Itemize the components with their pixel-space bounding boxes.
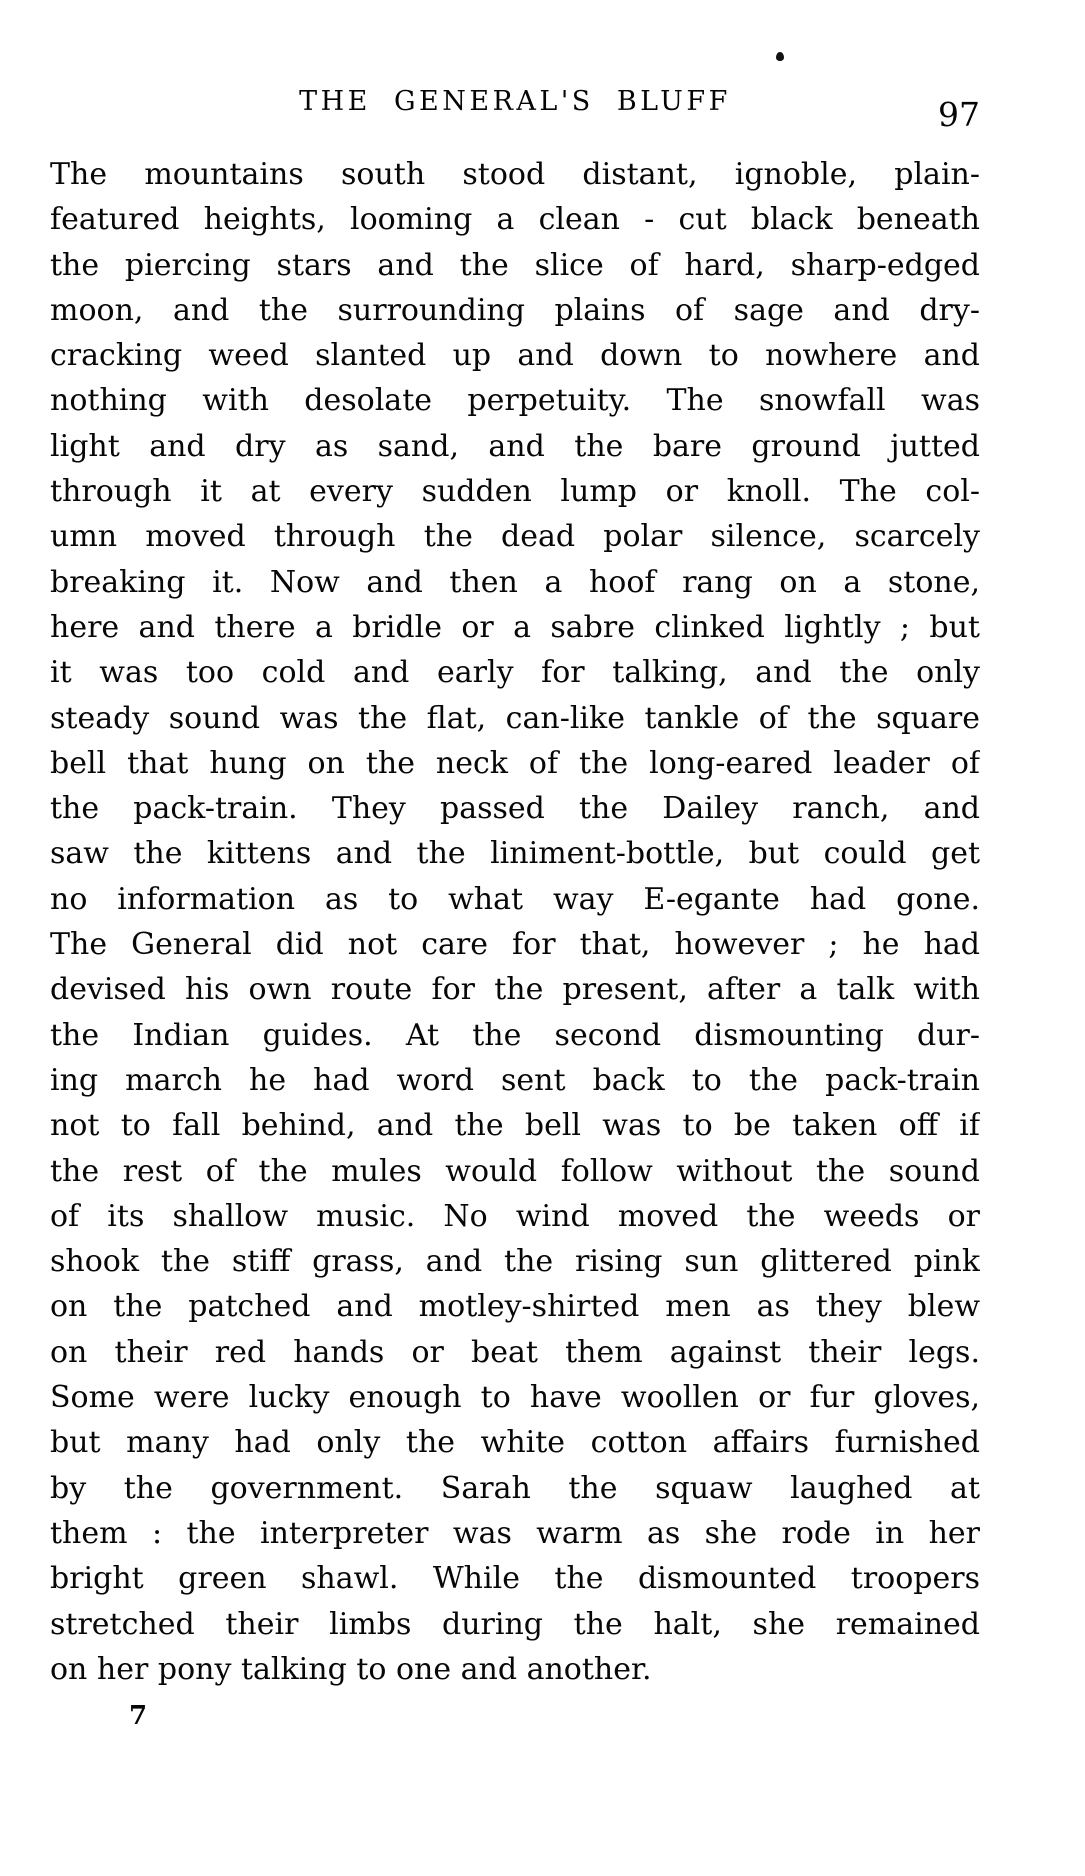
- text-line: through it at every sudden lump or knoll. The col-: [50, 474, 980, 510]
- running-title: THE GENERAL'S BLUFF: [299, 86, 731, 117]
- text-line: Some were lucky enough to have woollen or fur gloves,: [50, 1380, 980, 1416]
- text-line: umn moved through the dead polar silence, scarcely: [50, 519, 980, 555]
- text-line: the rest of the mules would follow without the sound: [50, 1153, 980, 1189]
- text-line: them : the interpreter was warm as she rode in her: [50, 1515, 980, 1551]
- text-line: the pack-train. They passed the Dailey ranch, and: [50, 791, 980, 827]
- text-line: shook the stiff grass, and the rising sun glittered pink: [50, 1244, 980, 1280]
- text-line: on the patched and motley-shirted men as they blew: [50, 1289, 980, 1325]
- text-line: nothing with desolate perpetuity. The snowfall was: [50, 383, 980, 419]
- text-line: of its shallow music. No wind moved the weeds or: [50, 1198, 980, 1234]
- text-line: light and dry as sand, and the bare ground jutted: [50, 428, 980, 464]
- text-line: it was too cold and early for talking, and the only: [50, 655, 980, 691]
- text-line: The General did not care for that, however ; he had: [50, 927, 980, 963]
- text-line: bright green shawl. While the dismounted troopers: [50, 1561, 980, 1597]
- body-text: [50, 152, 980, 1692]
- text-line: bell that hung on the neck of the long-eared leader of: [50, 745, 980, 781]
- text-line: no information as to what way E-egante had gone.: [50, 881, 980, 917]
- text-line: saw the kittens and the liniment-bottle, but could get: [50, 836, 980, 872]
- text-line: the Indian guides. At the second dismounting dur-: [50, 1017, 980, 1053]
- text-line: not to fall behind, and the bell was to be taken off if: [50, 1108, 980, 1144]
- text-line: The mountains south stood distant, ignoble, plain-: [50, 157, 980, 192]
- text-line: by the government. Sarah the squaw laughed at: [50, 1470, 980, 1506]
- text-line: devised his own route for the present, after a talk with: [50, 972, 980, 1008]
- text-line: breaking it. Now and then a hoof rang on a stone,: [50, 564, 980, 600]
- signature-mark: 7: [129, 1701, 148, 1731]
- page-number: 97: [938, 95, 980, 134]
- text-line: featured heights, looming a clean - cut black beneath: [50, 202, 980, 238]
- text-line: the piercing stars and the slice of hard, sharp-edged: [50, 247, 980, 283]
- text-line: on their red hands or beat them against their legs.: [50, 1334, 980, 1370]
- text-line: steady sound was the flat, can-like tankle of the square: [50, 700, 980, 736]
- text-line: cracking weed slanted up and down to nowhere and: [50, 338, 980, 374]
- ink-speck: [776, 52, 784, 61]
- text-line: moon, and the surrounding plains of sage and dry-: [50, 292, 980, 328]
- text-line: ing march he had word sent back to the pack-train: [50, 1062, 980, 1098]
- text-line: on her pony talking to one and another.: [50, 1651, 652, 1687]
- text-line: but many had only the white cotton affairs furnished: [50, 1425, 980, 1461]
- text-line: here and there a bridle or a sabre clinked lightly ; but: [50, 609, 980, 645]
- text-line: stretched their limbs during the halt, she remained: [50, 1606, 980, 1642]
